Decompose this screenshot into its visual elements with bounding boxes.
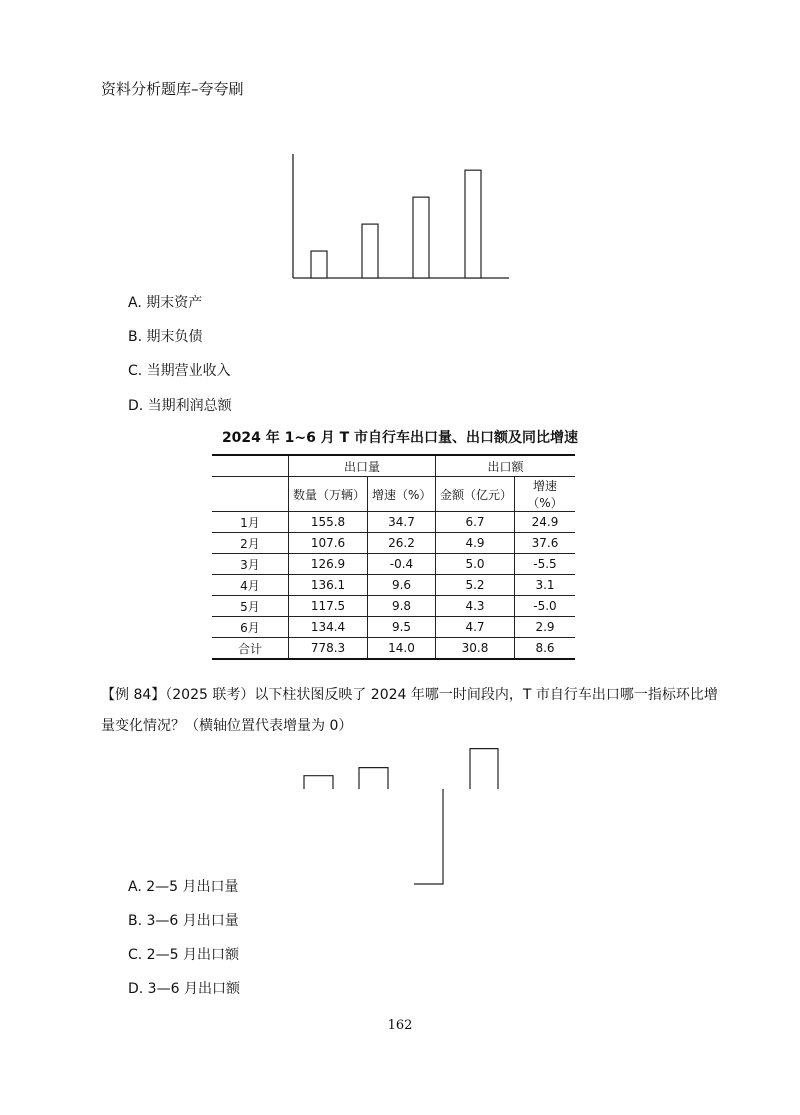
option-c: C. 2—5 月出口额 [128,947,239,963]
table-group-header: 出口量 [289,455,436,477]
export-table [212,454,575,660]
table-cell: 30.8 [436,638,515,660]
table-sub-header-row [212,477,575,512]
table-row-label: 5月 [212,596,289,617]
table-corner-cell [212,477,289,512]
page-header: 资料分析题库–夸夸刷 [101,80,244,98]
table-cell: 34.7 [368,512,436,533]
table-cell: 4.3 [436,596,515,617]
table-row [212,617,575,638]
table-cell: 117.5 [289,596,368,617]
table-cell: 6.7 [436,512,515,533]
table-cell: 9.6 [368,575,436,596]
page-number: 162 [387,1018,413,1033]
option-d: D. 3—6 月出口额 [128,981,240,997]
table-title: 2024 年 1~6 月 T 市自行车出口量、出口额及同比增速 [221,430,579,446]
table-group-header: 出口额 [436,455,576,477]
table-row [212,512,575,533]
table-cell: 4.7 [436,617,515,638]
table-cell: 9.8 [368,596,436,617]
table-sub-header: 金额（亿元） [436,477,515,512]
bar [311,251,327,278]
table-row [212,596,575,617]
table-row-label: 3月 [212,554,289,575]
option-b: B. 期末负债 [128,329,203,345]
bar [414,789,443,884]
bar-chart-1 [285,150,515,290]
bar-chart-2 [300,758,510,858]
table-sub-header: 增速（%） [515,477,576,512]
table-row-label: 4月 [212,575,289,596]
table-cell: 26.2 [368,533,436,554]
option-b: B. 3—6 月出口量 [128,913,239,929]
table-row-label: 2月 [212,533,289,554]
table-cell: 2.9 [515,617,576,638]
table-cell: 8.6 [515,638,576,660]
table-cell: 778.3 [289,638,368,660]
table-cell: 155.8 [289,512,368,533]
table-cell: 107.6 [289,533,368,554]
bar [304,776,333,789]
table-cell: 136.1 [289,575,368,596]
bar [470,749,498,789]
table-cell: -5.0 [515,596,576,617]
option-a: A. 期末资产 [128,295,203,311]
table-row [212,575,575,596]
table-cell: 126.9 [289,554,368,575]
table-cell: 4.9 [436,533,515,554]
table-cell: 9.5 [368,617,436,638]
table-row-label: 6月 [212,617,289,638]
table-corner-cell [212,455,289,477]
table-row-label: 1月 [212,512,289,533]
table-cell: 24.9 [515,512,576,533]
table-cell: 5.2 [436,575,515,596]
option-c: C. 当期营业收入 [128,363,231,379]
table-cell: -5.5 [515,554,576,575]
table-cell: 3.1 [515,575,576,596]
table-row [212,554,575,575]
table-cell: 5.0 [436,554,515,575]
table-sub-header: 数量（万辆） [289,477,368,512]
bar [413,197,429,278]
table-cell: -0.4 [368,554,436,575]
option-a: A. 2—5 月出口量 [128,879,239,895]
table-row [212,533,575,554]
bar [362,224,378,278]
option-d: D. 当期利润总额 [128,398,232,414]
table-sub-header: 增速（%） [368,477,436,512]
table-group-header-row [212,455,575,477]
table-cell: 14.0 [368,638,436,660]
question-text: 【例 84】（2025 联考）以下柱状图反映了 2024 年哪一时间段内，T 市自行车出口哪一指标环比增量变化情况？（横轴位置代表增量为 0） [101,687,718,734]
bar [465,170,481,278]
table-row [212,638,575,660]
table-cell: 134.4 [289,617,368,638]
table-cell: 37.6 [515,533,576,554]
table-row-label: 合计 [212,638,289,660]
bar [359,768,388,789]
